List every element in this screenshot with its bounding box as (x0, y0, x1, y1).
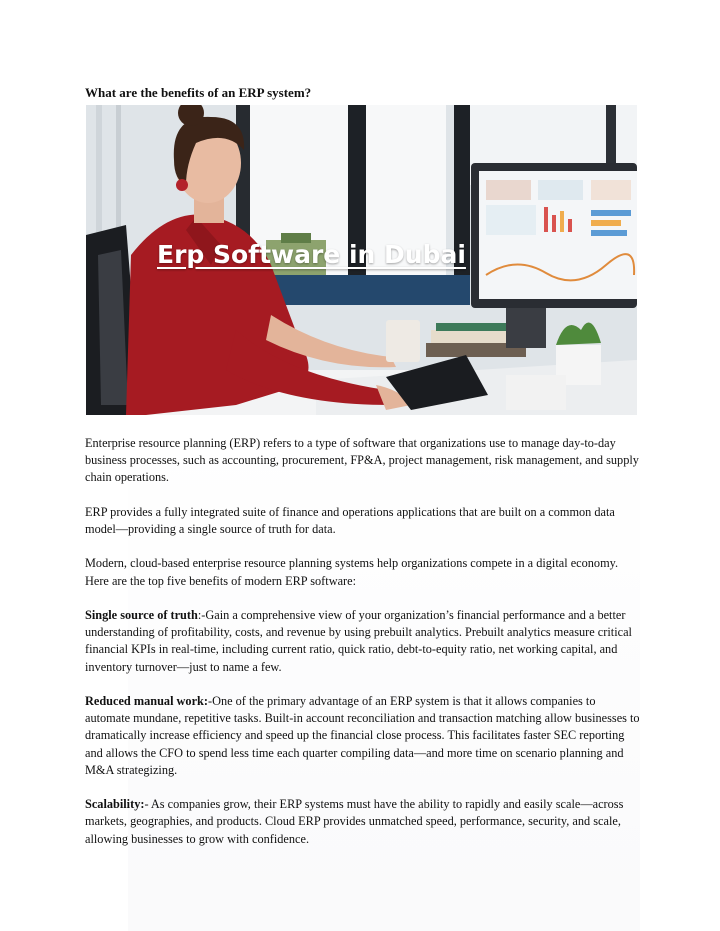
section-heading: What are the benefits of an ERP system? (85, 85, 312, 100)
lead-reduced-manual: Reduced manual work: (85, 693, 208, 708)
article-body (85, 435, 640, 865)
paragraph-erp-definition: Enterprise resource planning (ERP) refers to a type of software that organizations use to manage day-to-day business processes, such as accounting, procurement, FP&A, project management, risk management, and supply chain operations. (85, 436, 639, 485)
text-single-source: :-Gain a comprehensive view of your organization’s financial performance and a better understanding of profitability, costs, and revenue by using prebuilt analytics. Prebuilt analytics measure critical financial KPIs in real-time, including current ratio, quick ratio, debt-to-equity ratio, net working capital, and inventory turnover—just to name a few. (85, 607, 632, 674)
lead-single-source: Single source of truth (85, 607, 198, 622)
paragraph-single-source (85, 607, 640, 676)
paragraph-scalability (85, 796, 640, 848)
hero-image (86, 105, 637, 415)
image-overlay-title: Erp Software in Dubai (157, 240, 466, 269)
lead-scalability: Scalability: (85, 797, 145, 812)
text-reduced-manual: -One of the primary advantage of an ERP system is that it allows companies to automate mundane, repetitive tasks. Built-in account reconciliation and transaction matching allow businesses to dramatically increase efficiency and speed up the financial close process. This facilitates faster SEC reporting and allows the CFO to spend less time each quarter compiling data—and more time on scenario planning and M&A strategizing. (85, 693, 640, 777)
text-scalability: - As companies grow, their ERP systems must have the ability to rapidly and easily scale—across markets, geographies, and products. Cloud ERP provides unmatched speed, performance, security, and scale, allowing businesses to grow with confidence. (85, 797, 624, 846)
paragraph-erp-modern: Modern, cloud-based enterprise resource planning systems help organizations compete in a digital economy. Here are the top five benefits of modern ERP software: (85, 556, 619, 588)
paragraph-reduced-manual (85, 693, 640, 779)
paragraph-erp-suite: ERP provides a fully integrated suite of finance and operations applications that are built on a common data model—providing a single source of truth for data. (85, 504, 615, 536)
